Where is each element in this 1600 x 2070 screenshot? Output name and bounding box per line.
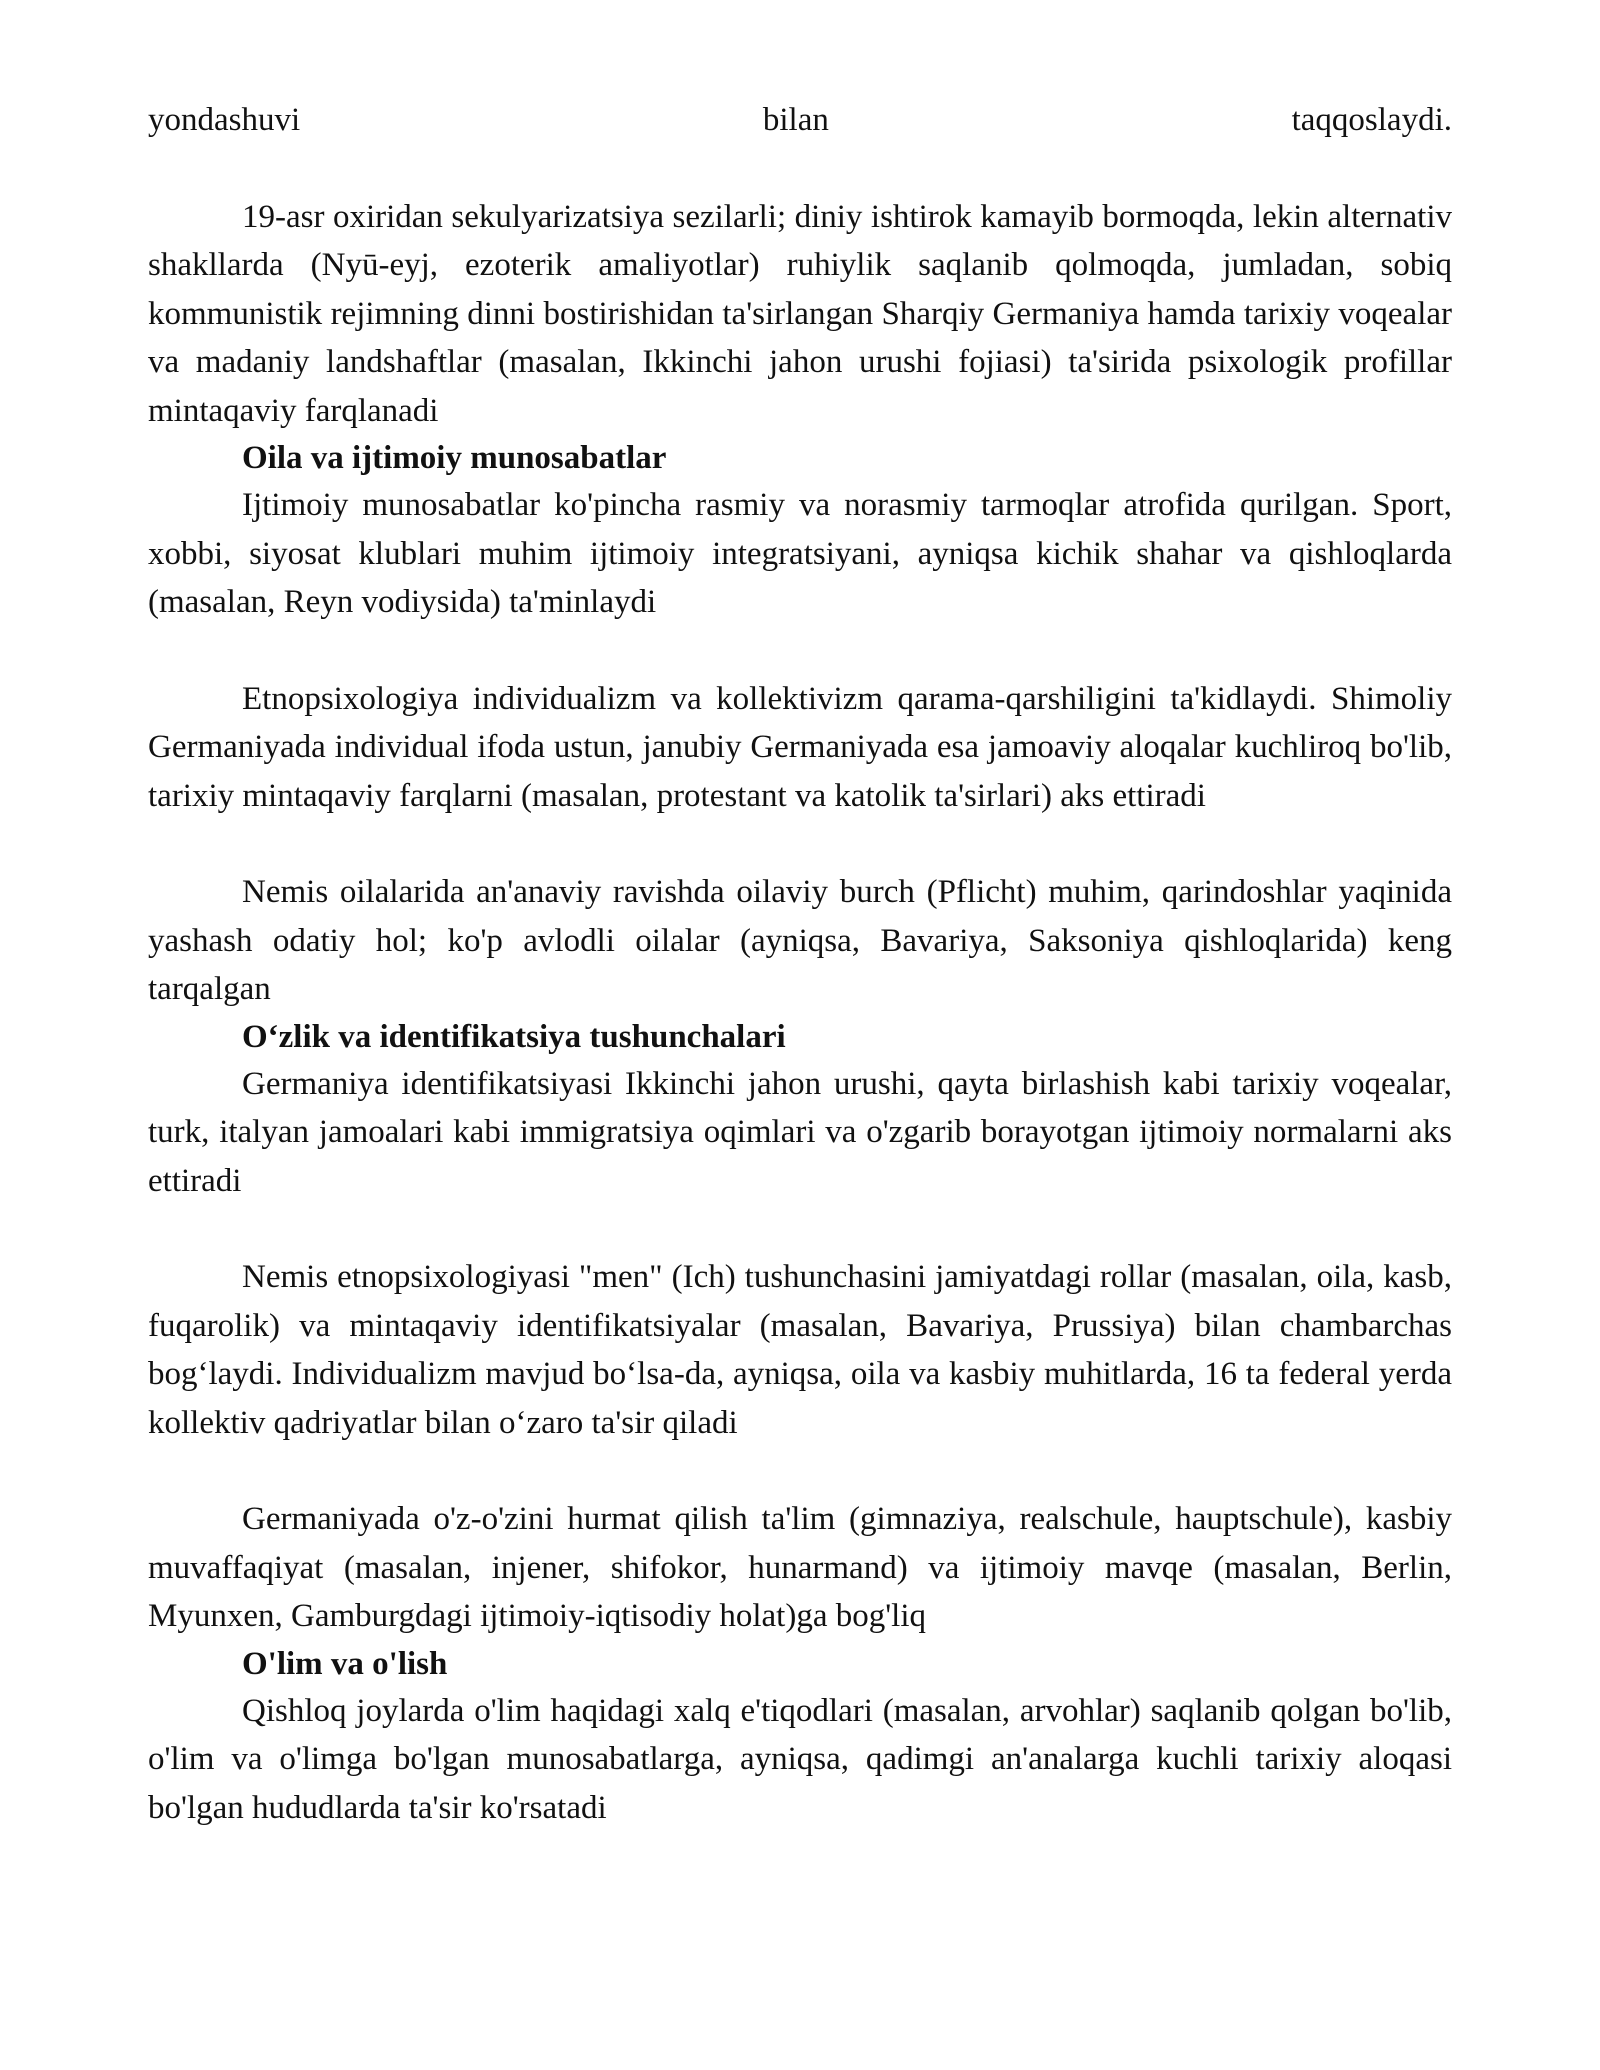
paragraph-individualism-collectivism: Etnopsixologiya individualizm va kollektivizm qarama-qarshiligini ta'kidlaydi. Shimoliy Germaniyada individual ifoda ustun, janubiy Germaniyada esa jamoaviy aloqalar kuchliroq bo'lib, tarixiy mintaqaviy farqlarni (masalan, protestant va katolik ta'sirlari) aks ettiradi bbox=[148, 680, 1452, 814]
paragraph-family-duty: Nemis oilalarida an'anaviy ravishda oilaviy burch (Pflicht) muhim, qarindoshlar yaqinida yashash odatiy hol; ko'p avlodli oilalar (ayniqsa, Bavariya, Saksoniya qishloqlarida) keng tarqalgan bbox=[148, 874, 1452, 1007]
heading-identity-concepts: O‘zlik va identifikatsiya tushunchalari bbox=[242, 1018, 786, 1055]
continuation-line: yondashuvi bilan taqqoslaydi. bbox=[148, 102, 1452, 138]
document-page bbox=[148, 96, 1452, 1832]
paragraph-self-esteem: Germaniyada o'z-o'zini hurmat qilish ta'lim (gimnaziya, realschule, hauptschule), kasbiy muvaffaqiyat (masalan, injener, shifokor, hunarmand) va ijtimoiy mavqe (masalan, Berlin, Myunxen, Gamburgdagi ijtimoiy-iqtisodiy holat)ga bog'liq bbox=[148, 1501, 1452, 1634]
paragraph-self-concept: Nemis etnopsixologiyasi "men" (Ich) tushunchasini jamiyatdagi rollar (masalan, oila, kasb, fuqarolik) va mintaqaviy identifikatsiyalar (masalan, Bavariya, Prussiya) bilan chambarchas bog‘laydi. Individualizm mavjud bo‘lsa-da, ayniqsa, oila va kasbiy muhitlarda, 16 ta federal yerda kollektiv qadriyatlar bilan o‘zaro ta'sir qiladi bbox=[148, 1259, 1452, 1441]
paragraph-secularization: 19-asr oxiridan sekulyarizatsiya sezilarli; diniy ishtirok kamayib bormoqda, lekin alternativ shakllarda (Nyū-eyj, ezoterik amaliyotlar) ruhiylik saqlanib qolmoqda, jumladan, sobiq kommunistik rejimning dinni bostirishidan ta'sirlangan Sharqiy Germaniya hamda tarixiy voqealar va madaniy landshaftlar (masalan, Ikkinchi jahon urushi fojiasi) ta'sirida psixologik profillar mintaqaviy farqlanadi bbox=[148, 198, 1452, 429]
paragraph-german-identity: Germaniya identifikatsiyasi Ikkinchi jahon urushi, qayta birlashish kabi tarixiy voqealar, turk, italyan jamoalari kabi immigratsiya oqimlari va o'zgarib borayotgan ijtimoiy normalarni aks ettiradi bbox=[148, 1065, 1452, 1199]
paragraph-folk-beliefs: Qishloq joylarda o'lim haqidagi xalq e'tiqodlari (masalan, arvohlar) saqlanib qolgan bo'lib, o'lim va o'limga bo'lgan munosabatlarga, ayniqsa, qadimgi an'analarga kuchli tarixiy aloqasi bo'lgan hududlarda ta'sir ko'rsatadi bbox=[148, 1692, 1452, 1826]
heading-death-dying: O'lim va o'lish bbox=[242, 1645, 448, 1682]
heading-family-social-relations: Oila va ijtimoiy munosabatlar bbox=[242, 440, 667, 476]
paragraph-social-networks: Ijtimoiy munosabatlar ko'pincha rasmiy va norasmiy tarmoqlar atrofida qurilgan. Sport, xobbi, siyosat klublari muhim ijtimoiy integratsiyani, ayniqsa kichik shahar va qishloqlarda (masalan, Reyn vodiysida) ta'minlaydi bbox=[148, 487, 1452, 620]
